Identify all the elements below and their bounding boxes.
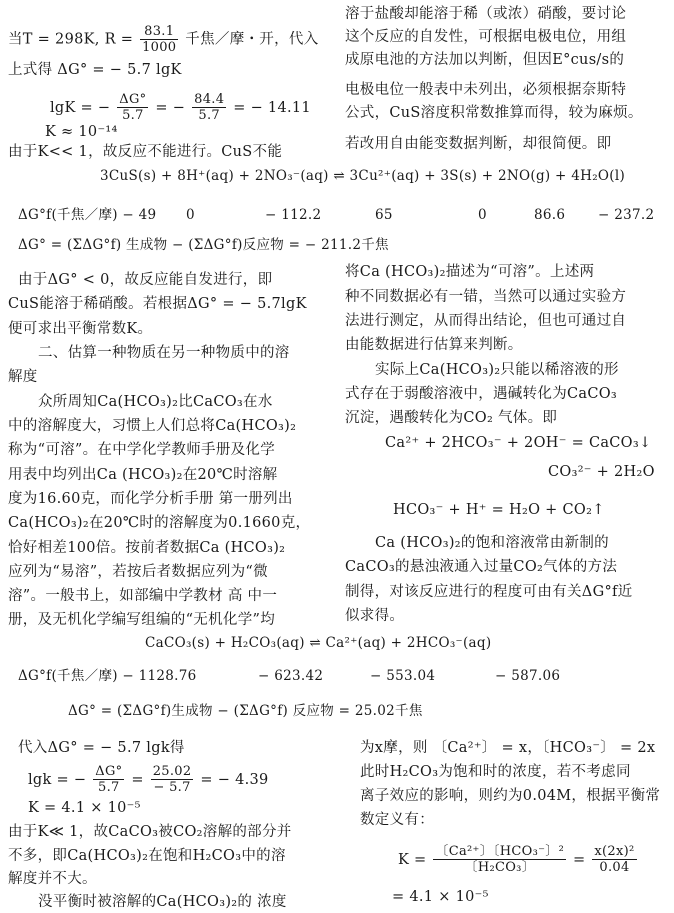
frac-num: ΔG° [119, 92, 147, 107]
right-mid-line: 沉淀，遇酸转化为CO₂ 气体。即 [345, 410, 558, 426]
right-mid-line: 式存在于弱酸溶液中，遇碱转化为CaCO₃ [345, 386, 618, 402]
section-heading: 二、估算一种物质在另一种物质中的溶 [38, 345, 290, 361]
fraction [151, 764, 194, 795]
text: lgK = − [50, 99, 111, 116]
right-top-line: 成原电池的方法加以判断，但因E°cus/s的 [345, 52, 625, 68]
right-top-line: 这个反应的自发性，可根据电极电位，用组 [345, 29, 627, 45]
text: lgk = − [28, 771, 87, 788]
right-mid-line: Ca (HCO₃)₂的饱和溶液常由新制的 [375, 535, 609, 551]
dg-value: − 623.42 [258, 668, 324, 684]
text: = − [155, 99, 186, 116]
frac-num: 25.02 [152, 764, 192, 779]
right-bot-line: 数定义有： [360, 812, 434, 828]
left-mid-line: 称为“可溶”。在中学化学教师手册及化学 [8, 442, 276, 458]
right-mid-line: 将Ca (HCO₃)₂描述为“可溶”。上述两 [345, 264, 595, 280]
right-mid-line: 法进行测定，从而得出结论，但也可通过自 [345, 313, 627, 329]
frac-den: 〔H₂CO₃〕 [464, 860, 535, 875]
dg-value: − 237.2 [598, 207, 655, 223]
frac-num: 84.4 [194, 92, 225, 107]
fraction [140, 24, 178, 55]
frac-num: 83.1 [140, 24, 178, 40]
fraction [192, 92, 226, 123]
frac-den: 5.7 [198, 108, 220, 123]
right-bot-line: 为x摩，则 〔Ca²⁺〕 = x，〔HCO₃⁻〕 = 2x [360, 740, 656, 756]
dg-label-1: ΔG°f(千焦／摩) − 49 [18, 207, 157, 223]
left-bot-line: 解度并不大。 [8, 871, 97, 887]
dg-value: 65 [375, 207, 393, 223]
left-mid-line: 解度 [8, 369, 38, 385]
text: = − 14.11 [233, 99, 311, 116]
ionic-equation-product: CO₃²⁻ + 2H₂O [548, 464, 655, 480]
right-mid-line: CaCO₃的悬浊液通入过量CO₂气体的方法 [345, 559, 618, 575]
k-result: = 4.1 × 10⁻⁵ [392, 889, 489, 905]
left-mid-line: 恰好相差100倍。按前者数据Ca (HCO₃)₂ [8, 540, 286, 556]
left-bot-line: 没平衡时被溶解的Ca(HCO₃)₂的 浓度 [38, 894, 287, 910]
left-line-4: K ≈ 10⁻¹⁴ [45, 124, 118, 140]
fraction [117, 92, 148, 123]
right-top-line: 公式，CuS溶度积常数推算而得，较为麻烦。 [345, 105, 643, 121]
dg-total-1: ΔG° = (ΣΔG°f) 生成物 − (ΣΔG°f)反应物 = − 211.2千焦 [18, 237, 389, 253]
left-mid-line: 册，及无机化学编写组编的“无机化学”均 [8, 612, 276, 628]
right-mid-line: 实际上Ca(HCO₃)₂只能以稀溶液的形 [375, 362, 619, 378]
text: = − 4.39 [200, 771, 269, 788]
fraction [592, 844, 636, 875]
right-top-line: 溶于盐酸却能溶于稀（或浓）硝酸，要讨论 [345, 6, 627, 22]
left-bot-line-2 [28, 764, 269, 795]
right-bot-line: 此时H₂CO₃为饱和时的浓度，若不考虑同 [360, 764, 631, 780]
left-mid-line: CuS能溶于稀硝酸。若根据ΔG° = − 5.7lgK [8, 296, 307, 312]
left-mid-line: 中的溶解度大，习惯上人们总将Ca(HCO₃)₂ [8, 418, 297, 434]
left-bot-line: 不多，即Ca(HCO₃)₂在饱和H₂CO₃中的溶 [8, 848, 286, 864]
left-bot-line-3: K = 4.1 × 10⁻⁵ [28, 800, 141, 816]
left-mid-line: 度为16.60克，而化学分析手册 第一册列出 [8, 491, 293, 507]
right-mid-line: 似求得。 [345, 608, 405, 624]
left-mid-line: 众所周知Ca(HCO₃)₂比CaCO₃在水 [38, 394, 273, 410]
right-top-line: 若改用自由能变数据判断，却很简便。即 [345, 136, 612, 152]
left-mid-line: 便可求出平衡常数K。 [8, 321, 153, 337]
frac-num: 〔Ca²⁺〕〔HCO₃⁻〕² [435, 844, 565, 859]
text: K = [398, 851, 427, 868]
right-mid-line: 由能数据进行估算来判断。 [345, 337, 523, 353]
frac-den: − 5.7 [153, 780, 191, 795]
frac-den: 1000 [142, 40, 177, 55]
reaction-1: 3CuS(s) + 8H⁺(aq) + 2NO₃⁻(aq) ⇌ 3Cu²⁺(aq) + 3S(s) + 2NO(g) + 4H₂O(l) [100, 168, 626, 184]
fraction [93, 764, 124, 795]
text: = [131, 771, 144, 788]
frac-num: x(2x)² [594, 844, 635, 859]
left-mid-line: Ca(HCO₃)₂在20℃时的溶解度为0.1660克， [8, 515, 311, 531]
ionic-equation: HCO₃⁻ + H⁺ = H₂O + CO₂↑ [393, 502, 605, 518]
dg-value: − 112.2 [265, 207, 322, 223]
left-line-3 [50, 92, 311, 123]
left-mid-line: 应列为“易溶”，若按后者数据应列为“微 [8, 564, 268, 580]
left-bot-line-1: 代入ΔG° = − 5.7 lgk得 [18, 740, 185, 756]
frac-den: 0.04 [599, 860, 630, 875]
left-line-2: 上式得 ΔG° = − 5.7 lgK [8, 62, 182, 78]
left-bot-line: 由于K≪ 1，故CaCO₃被CO₂溶解的部分并 [8, 824, 292, 840]
left-mid-line: 由于ΔG° < 0，故反应能自发进行，即 [18, 272, 273, 288]
dg-label-2: ΔG°f(千焦／摩) − 1128.76 [18, 668, 197, 684]
frac-den: 5.7 [98, 780, 120, 795]
fraction [433, 844, 566, 875]
frac-den: 5.7 [122, 108, 144, 123]
text: = [573, 851, 586, 868]
right-bot-line: 离子效应的影响，则约为0.04M，根据平衡常 [360, 788, 661, 804]
right-top-line: 电极电位一般表中未列出，必须根据奈斯特 [345, 82, 627, 98]
right-mid-line: 制得，对该反应进行的程度可由有关ΔG°f近 [345, 584, 633, 600]
frac-num: ΔG° [95, 764, 123, 779]
left-mid-line: 溶”。一般书上，如部编中学教材 高 中一 [8, 588, 278, 604]
dg-value: 0 [186, 207, 195, 223]
k-equation [398, 844, 639, 875]
right-mid-line: 种不同数据必有一错，当然可以通过实验方 [345, 289, 627, 305]
dg-value: 0 [478, 207, 487, 223]
dg-total-2: ΔG° = (ΣΔG°f)生成物 − (ΣΔG°f) 反应物 = 25.02千焦 [68, 703, 423, 719]
dg-value: − 553.04 [370, 668, 436, 684]
dg-value: 86.6 [534, 207, 566, 223]
left-line-5: 由于K<< 1，故反应不能进行。CuS不能 [8, 144, 283, 160]
text: 千焦／摩・开，代入 [185, 31, 319, 48]
text: 当T = 298K, R = [8, 31, 134, 48]
left-mid-line: 用表中均列出Ca (HCO₃)₂在20℃时溶解 [8, 467, 278, 483]
reaction-2: CaCO₃(s) + H₂CO₃(aq) ⇌ Ca²⁺(aq) + 2HCO₃⁻(aq) [145, 635, 492, 651]
dg-value: − 587.06 [495, 668, 561, 684]
left-line-1 [8, 24, 319, 55]
ionic-equation: Ca²⁺ + 2HCO₃⁻ + 2OH⁻ = CaCO₃↓ [385, 435, 652, 451]
